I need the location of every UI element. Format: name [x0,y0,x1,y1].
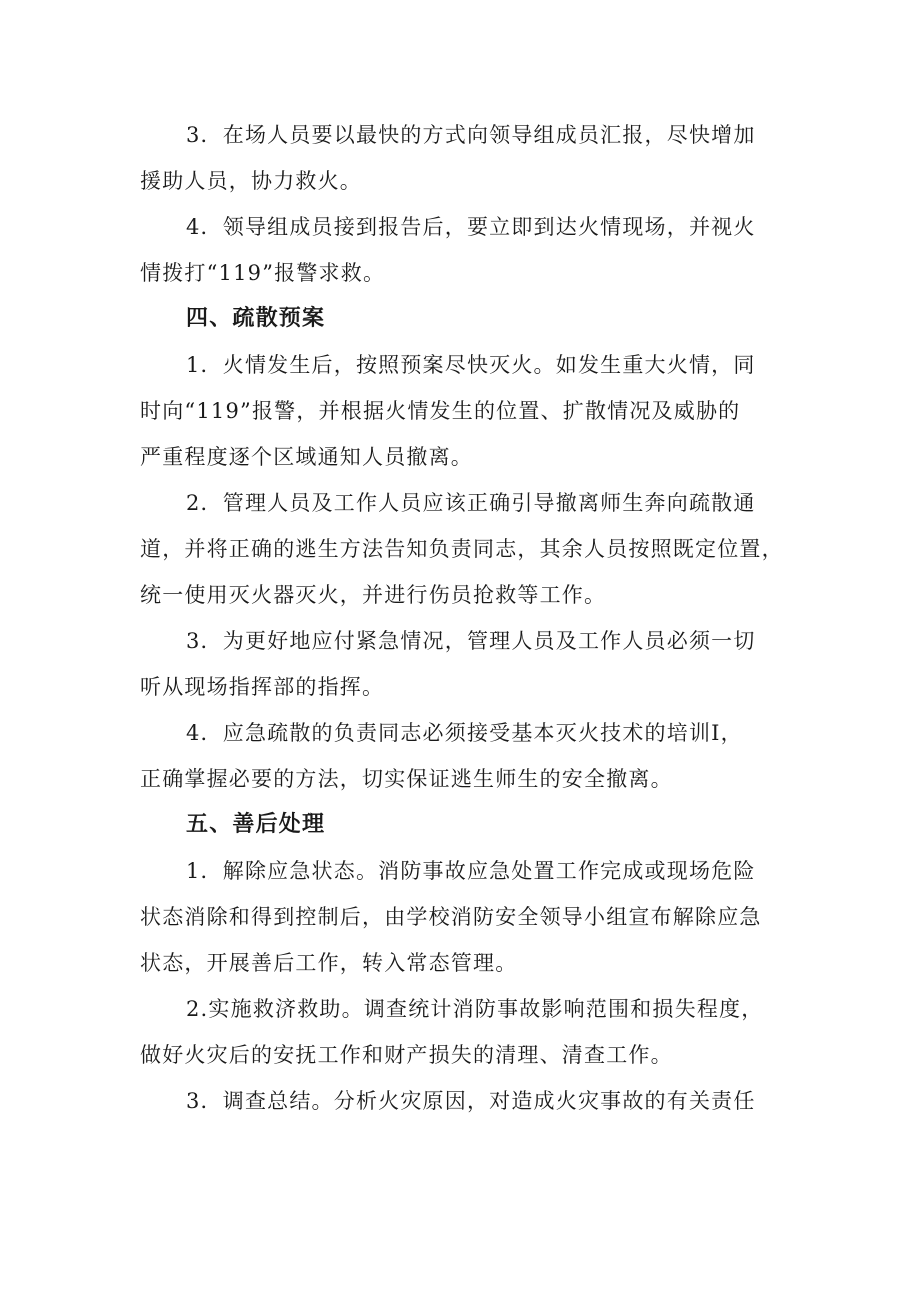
section-heading-evacuation [140,296,784,342]
paragraph-line: 道，并将正确的逃生方法告知负责同志，其余人员按照既定位置， [140,537,784,561]
paragraph-relief [140,986,784,1078]
paragraph-line: 正确掌握必要的方法，切实保证逃生师生的安全撤离。 [140,767,673,791]
paragraph-line: 4．应急疏散的负责同志必须接受基本灭火技术的培训I， [186,721,743,745]
paragraph-line: 时向“119”报警，并根据火情发生的位置、扩散情况及威胁的 [140,399,741,423]
paragraph-follow-command [140,618,784,710]
paragraph-line: 1．火情发生后，按照预案尽快灭火。如发生重大火情，同 [186,353,756,377]
paragraph-leaders-arrive [140,204,784,296]
paragraph-line: 1．解除应急状态。消防事故应急处置工作完成或现场危险 [186,859,756,883]
paragraph-line: 听从现场指挥部的指挥。 [140,675,385,699]
paragraph-line: 做好火灾后的安抚工作和财产损失的清理、清查工作。 [140,1043,673,1067]
paragraph-report-to-leaders [140,112,784,204]
paragraph-line: 2.实施救济救助。调查统计消防事故影响范围和损失程度， [186,997,764,1021]
paragraph-investigation [140,1078,784,1124]
paragraph-line: 状态消除和得到控制后，由学校消防安全领导小组宣布解除应急 [140,905,762,929]
paragraph-lift-emergency [140,848,784,986]
paragraph-line: 3．为更好地应付紧急情况，管理人员及工作人员必须一切 [186,629,756,653]
document-body [140,112,784,1124]
paragraph-line: 情拨打“119”报警求救。 [140,261,386,285]
paragraph-line: 4．领导组成员接到报告后，要立即到达火情现场，并视火 [186,215,756,239]
paragraph-line: 援助人员，协力救火。 [140,169,362,193]
paragraph-line: 严重程度逐个区域通知人员撤离。 [140,445,473,469]
paragraph-line: 3．调查总结。分析火灾原因，对造成火灾事故的有关责任 [186,1089,756,1113]
paragraph-line: 3．在场人员要以最快的方式向领导组成员汇报，尽快增加 [186,123,756,147]
section-heading: 四、疏散预案 [186,306,326,331]
paragraph-line: 统一使用灭火器灭火，并进行伤员抢救等工作。 [140,583,607,607]
paragraph-line: 2．管理人员及工作人员应该正确引导撤离师生奔向疏散通 [186,491,756,515]
paragraph-guide-evacuation [140,480,784,618]
paragraph-line: 状态，开展善后工作，转入常态管理。 [140,951,518,975]
paragraph-training [140,710,784,802]
section-heading: 五、善后处理 [186,812,326,837]
paragraph-fire-occurs [140,342,784,480]
section-heading-aftermath [140,802,784,848]
